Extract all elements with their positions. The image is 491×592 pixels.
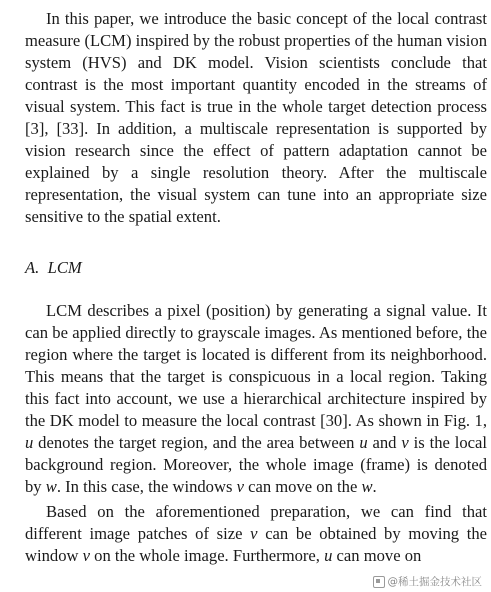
section-title: LCM xyxy=(47,258,82,277)
var-u: u xyxy=(25,433,34,452)
section-number: A. xyxy=(25,258,40,277)
var-u: u xyxy=(324,546,333,565)
var-v: v xyxy=(401,433,409,452)
preparation-paragraph xyxy=(25,501,487,567)
var-u: u xyxy=(359,433,368,452)
var-v: v xyxy=(82,546,90,565)
lcm-text-1: LCM describes a pixel (position) by generating a signal value. It can be applied directly to grayscale images. As mentioned before, the region where the target is located is different from its neighborhood. This means that the target is conspicuous in a local region. Taking this fact into account, we use a hierarchical architecture inspired by the DK model to measure the local contrast [30]. As shown in Fig. 1, xyxy=(25,301,487,430)
intro-text: In this paper, we introduce the basic concept of the local contrast measure (LCM) inspired by the robust properties of the human vision system (HVS) and DK model. Vision scientists conclude that contrast is the most important quantity encoded in the streams of visual system. This fact is true in the whole target detection process [3], [33]. In addition, a multiscale representation is supported by vision research since the effect of pattern adaptation cannot be explained by a single resolution theory. After the multiscale representation, the visual system can tune into an appropriate size sensitive to the spatial extent. xyxy=(25,9,487,226)
lcm-text-2: denotes the target region, and the area between xyxy=(33,433,360,452)
lcm-text-5: . In this case, the windows xyxy=(56,477,237,496)
watermark-text: @稀土掘金技术社区 xyxy=(387,576,482,588)
lcm-text-6: can move on the xyxy=(243,477,362,496)
intro-paragraph xyxy=(25,8,487,228)
paper-page xyxy=(25,8,487,567)
lcm-text-4: is the local background region. Moreover, the whole image (frame) is denoted by xyxy=(25,433,487,496)
prep-text-3: on the whole image. Furthermore, xyxy=(90,546,325,565)
prep-text-2: can be obtained by moving the window xyxy=(25,524,487,565)
lcm-text-3: and xyxy=(367,433,402,452)
var-w: w xyxy=(361,477,373,496)
var-w: w xyxy=(45,477,57,496)
site-watermark xyxy=(370,573,486,590)
lcm-text-7: . xyxy=(372,477,377,496)
section-heading xyxy=(25,257,487,279)
prep-text-4: can move on xyxy=(332,546,422,565)
prep-text-1: Based on the aforementioned preparation, we can find that different image patches of size xyxy=(25,502,487,543)
watermark-logo-icon xyxy=(373,576,385,588)
var-v: v xyxy=(250,524,258,543)
lcm-paragraph xyxy=(25,300,487,498)
var-v: v xyxy=(236,477,244,496)
